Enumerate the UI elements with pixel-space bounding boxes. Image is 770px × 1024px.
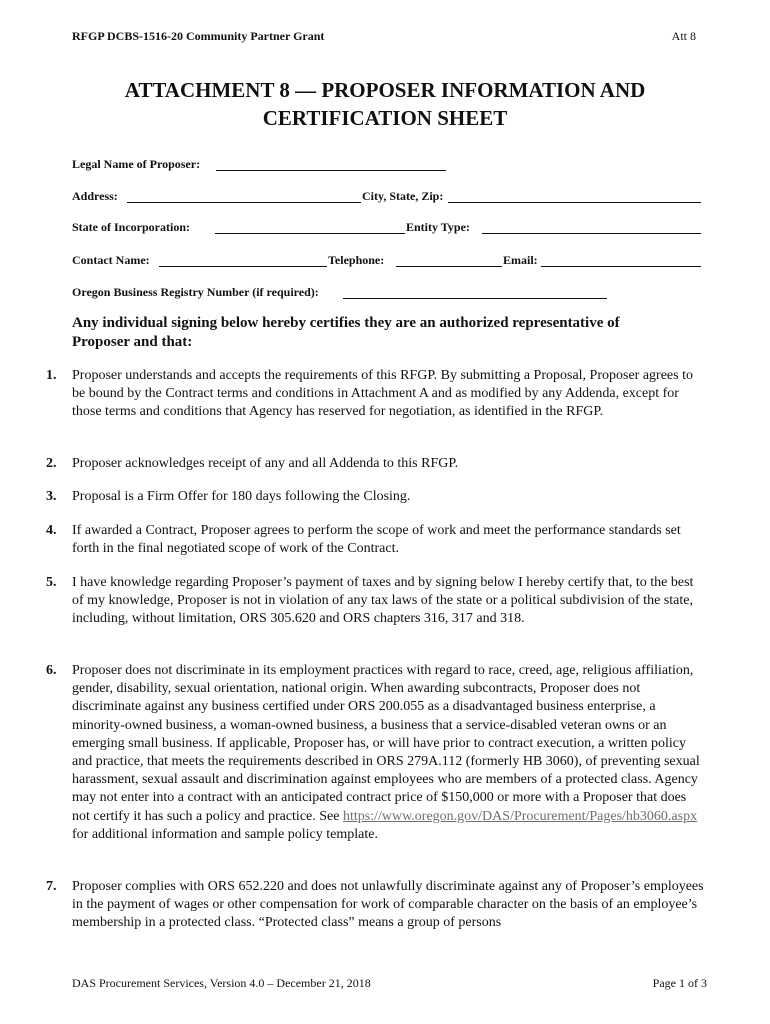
entity-type-label: Entity Type: [406,220,470,234]
city-state-zip-label: City, State, Zip: [362,189,444,203]
legal-name-row [72,157,702,173]
state-incorporation-field[interactable] [215,233,405,234]
email-label: Email: [503,253,538,267]
telephone-field[interactable] [396,266,502,267]
registry-number-field[interactable] [343,298,607,299]
registry-row [72,285,702,301]
city-state-zip-field[interactable] [448,202,701,203]
list-item-number: 6. [46,663,57,678]
list-item [46,878,706,934]
entity-type-field[interactable] [482,233,701,234]
page-title-line-1: ATTACHMENT 8 — PROPOSER INFORMATION AND [124,78,646,102]
page-number: Page 1 of 3 [652,976,707,990]
legal-name-label: Legal Name of Proposer: [72,157,201,171]
page-title [0,76,770,132]
hb3060-policy-link[interactable]: https://www.oregon.gov/DAS/Procurement/Pages/hb3060.aspx [342,808,698,824]
list-item [46,367,706,441]
list-item [46,574,706,648]
list-item-text-part: for additional information and sample policy template. [72,826,378,842]
list-item-number: 1. [46,368,57,383]
list-item [46,455,706,473]
list-item-text: Proposer acknowledges receipt of any and all Addenda to this RFGP. [72,456,459,471]
list-item-text: Proposer complies with ORS 652.220 and does not unlawfully discriminate against any of Proposer’s employees in the payment of wages or other compensation for work of comparable character on the basis of an employee’s membership in a protected class. “Protected class” means a group of persons [72,879,704,931]
header-title: RFGP DCBS-1516-20 Community Partner Grant [72,29,325,43]
list-item-number: 4. [46,523,57,538]
list-item-text: If awarded a Contract, Proposer agrees to perform the scope of work and meet the performance standards set forth in the final negotiated scope of work of the Contract. [72,523,681,557]
state-incorporation-label: State of Incorporation: [72,220,190,234]
page-title-line-2: CERTIFICATION SHEET [262,106,508,130]
registry-number-label: Oregon Business Registry Number (if required): [72,285,319,299]
list-item-number: 5. [46,575,57,590]
address-label: Address: [72,189,118,203]
contact-name-field[interactable] [159,266,327,267]
list-item-text: Proposer understands and accepts the requirements of this RFGP. By submitting a Proposal, Proposer agrees to be bound by the Contract terms and conditions in Attachment A and as modified by any Addenda, except for those terms and conditions that Agency has reserved for negotiation, as identified in the RFGP. [72,368,693,420]
certification-heading: Any individual signing below hereby certifies they are an authorized representative of Proposer and that: [72,315,620,350]
list-item [46,662,706,862]
contact-name-label: Contact Name: [72,253,150,267]
email-field[interactable] [541,266,701,267]
footer-version: DAS Procurement Services, Version 4.0 – December 21, 2018 [72,976,371,990]
address-field[interactable] [127,202,361,203]
address-row [72,189,702,205]
header-attachment-number: Att 8 [671,29,696,43]
list-item-text: Proposal is a Firm Offer for 180 days following the Closing. [72,489,411,504]
list-item [46,522,706,559]
list-item-number: 7. [46,879,57,894]
list-item-number: 3. [46,489,57,504]
list-item-text-part: Proposer does not discriminate in its employment practices with regard to race, creed, age, religious affiliation, gender, disability, sexual orientation, national origin. When awarding subcontracts, Proposer does not discriminate against any business certified under ORS 200.055 as a disadvantaged business enterprise, a minority-owned business, a woman-owned business, a business that a service-disabled veteran owns or an emerging small business. If applicable, Proposer has, or will have prior to contract execution, a written policy and practice, that meets the requirements described in ORS 279A.112 (formerly HB 3060), of preventing sexual harassment, sexual assault and discrimination against employees who are members of a protected class. Agency may not enter into a contract with an anticipated contract price of $150,000 or more with a Proposer that does not certify it has such a policy and practice. See [72,663,700,824]
list-item [46,488,706,506]
incorporation-row [72,220,702,236]
contact-row [72,253,702,269]
telephone-label: Telephone: [328,253,385,267]
list-item-number: 2. [46,456,57,471]
list-item-text: I have knowledge regarding Proposer’s payment of taxes and by signing below I hereby certify that, to the best of my knowledge, Proposer is not in violation of any tax laws of the state or a political subdivision of the state, including, without limitation, ORS 305.620 and ORS chapters 316, 317 and 318. [72,575,694,627]
legal-name-field[interactable] [216,170,446,171]
list-item-text [72,662,706,844]
